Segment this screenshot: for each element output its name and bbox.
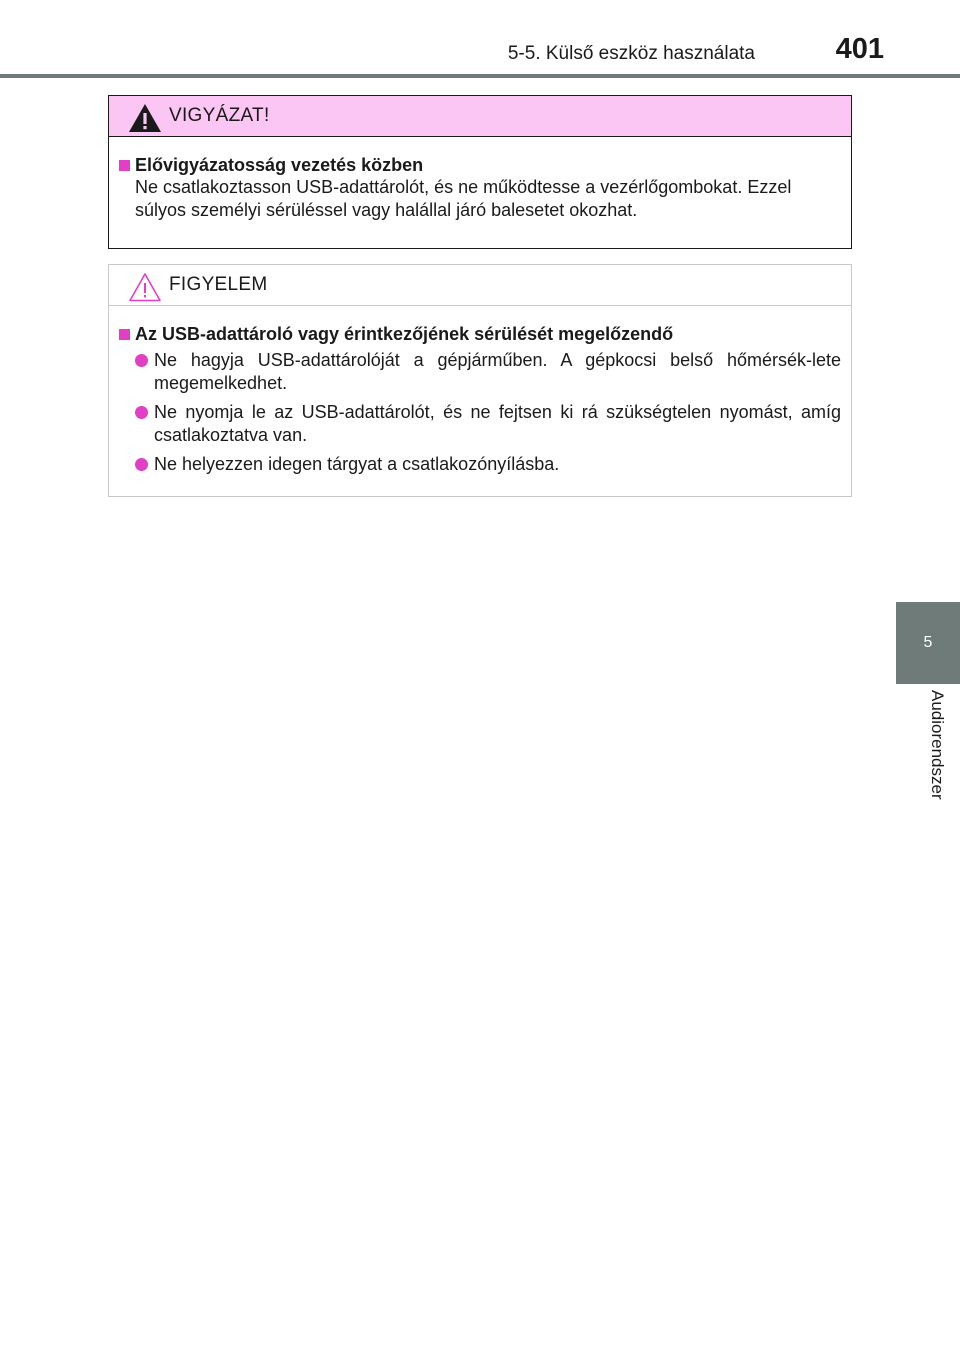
warning-box-header: [109, 96, 851, 137]
caution-section-title-text: Az USB-adattároló vagy érintkezőjének sérülését megelőzendő: [135, 324, 674, 344]
chapter-label-text: Audiorendszer: [928, 690, 947, 800]
warning-box-body: [109, 137, 851, 222]
warning-text: Ne csatlakoztasson USB-adattárolót, és ne működtesse a vezérlőgombokat. Ezzel súlyos személyi sérüléssel vagy halállal járó balesetet okozhat.: [135, 177, 792, 220]
warning-section-title-text: Elővigyázatosság vezetés közben: [135, 155, 424, 175]
warning-section-title: [119, 154, 841, 176]
caution-bullet-list: [119, 349, 841, 476]
warning-triangle-filled-icon: [127, 102, 163, 134]
caution-section-title: [119, 323, 841, 345]
caution-box-title: FIGYELEM: [169, 274, 268, 295]
square-bullet-icon: [119, 160, 130, 171]
caution-box: [108, 264, 852, 497]
chapter-tab: [896, 602, 960, 684]
round-bullet-icon: [135, 406, 148, 419]
warning-triangle-outline-icon: [127, 271, 163, 303]
square-bullet-icon: [119, 329, 130, 340]
list-item: [119, 401, 841, 447]
warning-box-title: VIGYÁZAT!: [169, 105, 270, 126]
list-item: [119, 349, 841, 395]
bullet-text: Ne nyomja le az USB-adattárolót, és ne fejtsen ki rá szükségtelen nyomást, amíg csatlakoztatva van.: [154, 402, 841, 445]
chapter-tab-number: 5: [923, 634, 933, 651]
bullet-text: Ne helyezzen idegen tárgyat a csatlakozónyílásba.: [154, 454, 560, 474]
page-number: 401: [835, 33, 884, 65]
list-item: [119, 453, 841, 476]
round-bullet-icon: [135, 354, 148, 367]
header-rule: [0, 74, 960, 78]
chapter-label: [928, 690, 948, 830]
header-section-title: 5-5. Külső eszköz használata: [507, 43, 755, 64]
caution-box-body: [109, 306, 851, 476]
round-bullet-icon: [135, 458, 148, 471]
caution-box-header: [109, 265, 851, 306]
bullet-text: Ne hagyja USB-adattárolóját a gépjárműben. A gépkocsi belső hőmérsék-lete megemelkedhet.: [154, 350, 841, 393]
warning-box: [108, 95, 852, 249]
